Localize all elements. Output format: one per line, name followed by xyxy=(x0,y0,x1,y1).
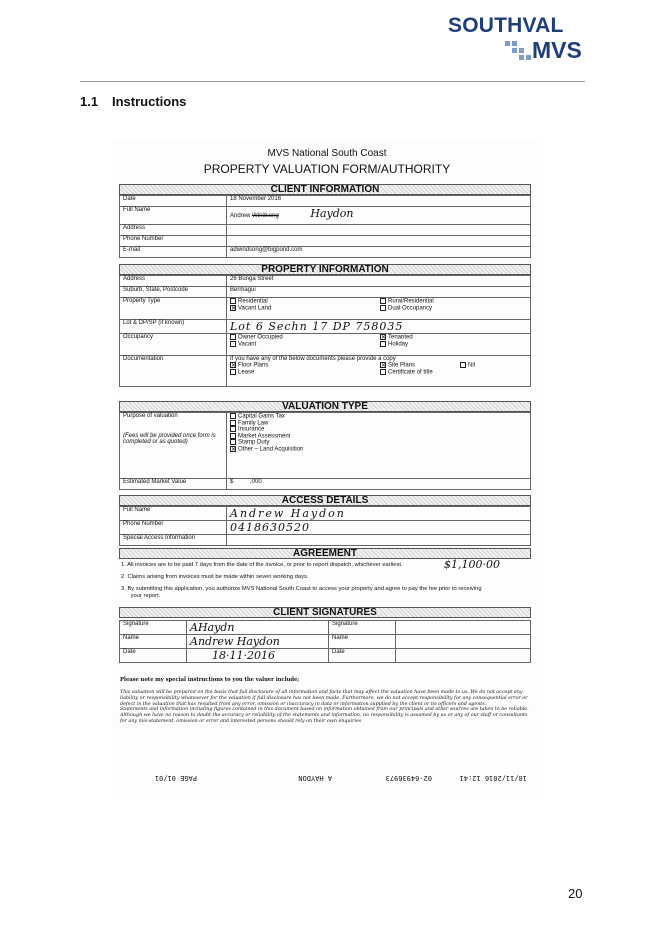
valuation-type-table xyxy=(119,412,531,490)
property-info-table xyxy=(119,275,531,387)
address-value xyxy=(227,225,531,236)
section-number: 1.1 xyxy=(80,94,99,109)
fax-page: PAGE 01/01 xyxy=(154,774,197,782)
date-value: 18 November 2016 xyxy=(227,196,531,207)
logo-squares-icon xyxy=(503,41,531,61)
agreement-item-3-cont: your report. xyxy=(121,593,161,599)
signatures-table xyxy=(119,620,531,663)
southval-mvs-logo xyxy=(448,14,588,64)
access-name-label: Full Name xyxy=(120,507,227,521)
suburb-value: Bermagui xyxy=(227,287,531,298)
agreement-item-3: 3. By submitting this application, you authorize MVS National South Coast to access your property and agree to pay the fee prior to receiving xyxy=(121,586,482,592)
occupancy-label: Occupancy xyxy=(120,334,227,356)
scanned-valuation-form xyxy=(112,140,542,800)
client-info-header: CLIENT INFORMATION xyxy=(119,184,531,195)
dual-occupancy-checkbox[interactable] xyxy=(380,305,386,311)
section-heading xyxy=(80,94,186,109)
cgt-checkbox[interactable] xyxy=(230,413,236,419)
address-label: Address xyxy=(120,225,227,236)
vacant-land-checkbox[interactable]: ✕ xyxy=(231,305,237,312)
property-type-label: Property Type xyxy=(120,298,227,320)
form-org: MVS National South Coast xyxy=(267,148,387,159)
stamp-duty-checkbox[interactable] xyxy=(230,439,236,445)
floor-plans-checkbox[interactable]: ✕ xyxy=(231,363,237,369)
valuation-options: Capital Gains Tax Family Law Insurance Market Assessment Stamp Duty ✕ Other – Land Acquisition xyxy=(227,413,531,479)
logo-top-text: SOUTHVAL xyxy=(448,14,564,37)
nil-checkbox[interactable] xyxy=(460,362,466,368)
agreement-item-1: 1. All invoices are to be paid 7 days from the date of the invoice, or prior to report dispatch, whichever earliest. xyxy=(121,562,403,568)
purpose-label: Purpose of valuation (Fees will be provided once form is completed or as quoted) xyxy=(120,413,227,479)
property-type-options: Residential Rural/Residential ✕ Vacant Land Dual Occupancy xyxy=(227,298,531,320)
access-name-value: Andrew Haydon xyxy=(227,507,531,521)
phone-label: Phone Number xyxy=(120,236,227,247)
signature-value-2 xyxy=(396,621,531,635)
full-name-label: Full Name xyxy=(120,207,227,225)
name-label-1: Name xyxy=(120,635,187,649)
date-label-2: Date xyxy=(329,649,396,663)
suburb-label: Suburb, State, Postcode xyxy=(120,287,227,298)
emv-value: $ ,000 xyxy=(227,479,531,490)
section-title: Instructions xyxy=(112,94,187,109)
sig-label-2: Signature xyxy=(329,621,396,635)
special-access-value xyxy=(227,535,531,546)
signature-value: AHaydn xyxy=(187,621,329,635)
documentation-label: Documentation xyxy=(120,356,227,387)
email-label: E-mail xyxy=(120,247,227,258)
name-label-2: Name xyxy=(329,635,396,649)
agreement-item-2: 2. Claims arising from invoices must be made within seven working days. xyxy=(121,574,309,580)
prop-address-label: Address xyxy=(120,276,227,287)
date-value-2 xyxy=(396,649,531,663)
lot-value: Lot 6 Sechn 17 DP 758035 xyxy=(227,320,531,334)
header-divider xyxy=(80,81,585,82)
logo-bottom-text: MVS xyxy=(532,37,582,63)
form-title: PROPERTY VALUATION FORM/AUTHORITY xyxy=(203,162,451,176)
access-details-table xyxy=(119,506,531,546)
tenanted-checkbox[interactable]: ✕ xyxy=(381,335,387,341)
residential-checkbox[interactable] xyxy=(230,298,236,304)
phone-value xyxy=(227,236,531,247)
client-info-table xyxy=(119,195,531,258)
fees-note: (Fees will be provided once form is completed or as quoted) xyxy=(123,433,216,445)
full-name-value: Andrew Windsong Haydon xyxy=(227,207,531,225)
property-info-header: PROPERTY INFORMATION xyxy=(119,264,531,275)
sig-label-1: Signature xyxy=(120,621,187,635)
sig-date-value: 18·11·2016 xyxy=(187,649,329,663)
rural-residential-checkbox[interactable] xyxy=(380,298,386,304)
agreement-header: AGREEMENT xyxy=(119,548,531,559)
access-phone-label: Phone Number xyxy=(120,521,227,535)
lease-checkbox[interactable] xyxy=(230,369,236,375)
special-access-label: Special Access Information xyxy=(120,535,227,546)
land-acquisition-checkbox[interactable]: ✕ xyxy=(231,446,237,453)
fax-left: 18/11/2016 12:41 xyxy=(459,774,527,782)
certificate-title-checkbox[interactable] xyxy=(380,369,386,375)
client-signatures-header: CLIENT SIGNATURES xyxy=(119,607,531,618)
fax-name: A HAYDON xyxy=(298,774,332,782)
market-assessment-checkbox[interactable] xyxy=(230,433,236,439)
vacant-checkbox[interactable] xyxy=(230,341,236,347)
owner-occupied-checkbox[interactable] xyxy=(230,334,236,340)
access-details-header: ACCESS DETAILS xyxy=(119,495,531,506)
fax-phone: 02-64936973 xyxy=(385,774,432,782)
valuation-type-header: VALUATION TYPE xyxy=(119,401,531,412)
prop-address-value: 26 Bunga Street xyxy=(227,276,531,287)
documentation-options: If you have any of the below documents please provide a copy ✕ Floor Plans ✕ Site Plans Nil Lease Certificate of title xyxy=(227,356,531,387)
name-value: Andrew Haydon xyxy=(187,635,329,649)
holiday-checkbox[interactable] xyxy=(380,341,386,347)
page-number: 20 xyxy=(568,886,583,901)
access-phone-value: 0418630520 xyxy=(227,521,531,535)
emv-label: Estimated Market Value xyxy=(120,479,227,490)
family-law-checkbox[interactable] xyxy=(230,420,236,426)
site-plans-checkbox[interactable]: ✕ xyxy=(381,363,387,369)
email-value: adwindsong@bigpond.com xyxy=(227,247,531,258)
notes-title: Please note my special instructions to you the valuer include; xyxy=(120,677,300,683)
disclaimer-notes: This valuation will be prepared on the basis that full disclosure of all information and facts that may affect the valuation have been made to us. We do not accept any liability or responsibility whatsoever for the valuation if full disclosure has not been made. Furthermore, we do not accept responsibility for any consequential error or defect in the valuation that has resulted from any error, omission or inaccuracy in data or information supplied by the client or its officers and agents. Statements and information including figures contained in this document based on information obtained from our principals and other sources are taken to be reliable. Although we have no reason to doubt the accuracy or reliability of the statements and information, no responsibility is assumed by us or any of our staff or consultants for any mis-statement, omission or error and interested persons should rely on their own enquiries xyxy=(120,690,529,724)
name-value-2 xyxy=(396,635,531,649)
date-label: Date xyxy=(120,196,227,207)
occupancy-options: Owner Occupied ✕ Tenanted Vacant Holiday xyxy=(227,334,531,356)
lot-label: Lot & DP/SP (if known) xyxy=(120,320,227,334)
fee-handwritten: $1,100·00 xyxy=(444,558,500,571)
date-label-1: Date xyxy=(120,649,187,663)
insurance-checkbox[interactable] xyxy=(230,426,236,432)
